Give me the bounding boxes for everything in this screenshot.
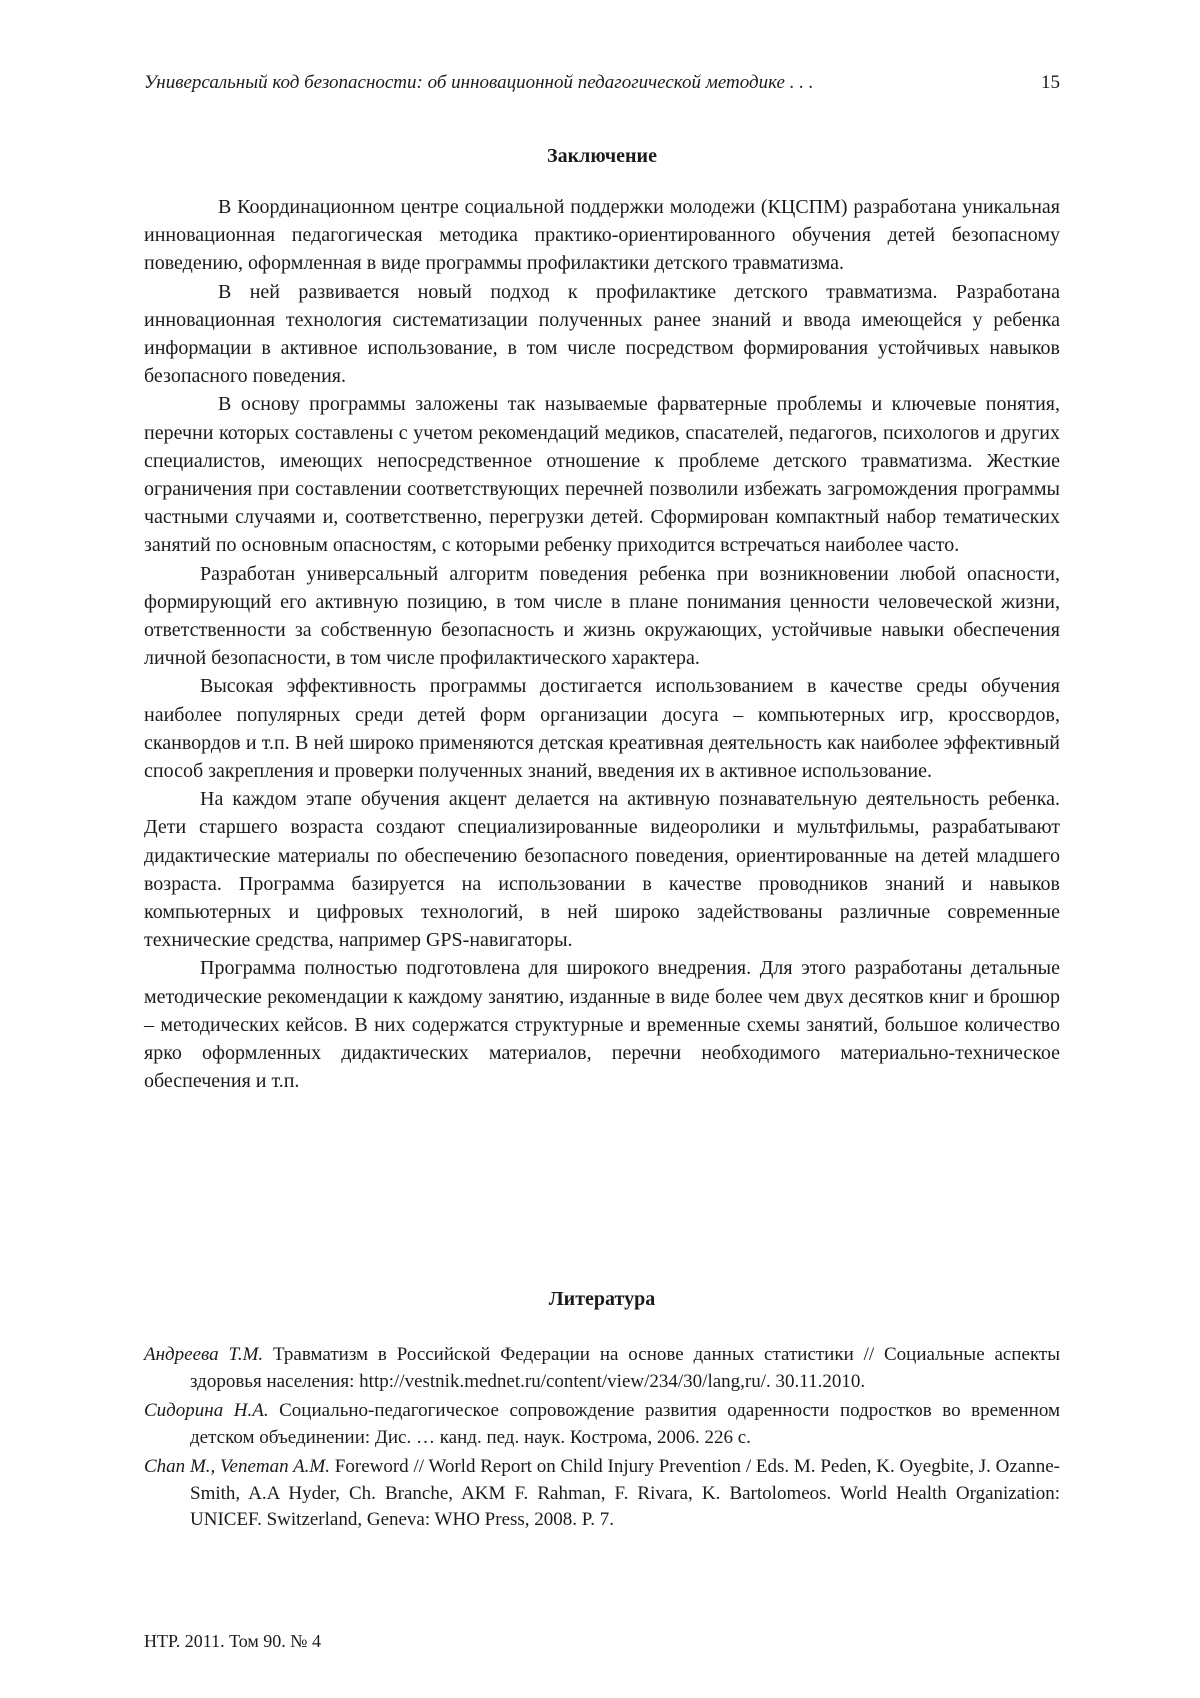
reference-item	[144, 1342, 1060, 1395]
conclusion-heading: Заключение	[547, 145, 657, 167]
footer-citation: НТР. 2011. Том 90. № 4	[144, 1631, 321, 1651]
paragraph: В основу программы заложены так называемые фарватерные проблемы и ключевые понятия, перечни которых составлены с учетом рекомендаций медиков, спасателей, педагогов, психологов и других специалистов, имеющих непосредственное отношение к проблеме детского травматизма. Жесткие ограничения при составлении соответствующих перечней позволили избежать загромождения программы частными случаями и, соответственно, перегрузки детей. Сформирован компактный набор тематических занятий по основным опасностям, с которыми ребенку приходится встречаться наиболее часто.	[144, 393, 1060, 557]
paragraph: На каждом этапе обучения акцент делается на активную познавательную деятельность ребенка. Дети старшего возраста создают специализированные видеоролики и мультфильмы, разрабатывают дидактические материалы по обеспечению безопасного поведения, ориентированные на детей младшего возраста. Программа базируется на использовании в качестве проводников знаний и навыков компьютерных и цифровых технологий, в ней широко задействованы различные современные технические средства, например GPS-навигаторы.	[144, 788, 1060, 952]
page-number: 15	[1041, 72, 1060, 93]
reference-item	[144, 1398, 1060, 1451]
reference-text: Социально-педагогическое сопровождение развития одаренности подростков во временном детском объединении: Дис. … канд. пед. наук. Кострома, 2006. 226 с.	[190, 1400, 1060, 1448]
running-header	[144, 72, 1060, 100]
reference-text: Травматизм в Российской Федерации на основе данных статистики // Социальные аспекты здоровья населения: http://vestnik.mednet.ru/content/view/234/30/lang,ru/. 30.11.2010.	[190, 1344, 1061, 1392]
paragraph: Разработан универсальный алгоритм поведения ребенка при возникновении любой опасности, формирующий его активную позицию, в том числе в плане понимания ценности человеческой жизни, ответственности за собственную безопасность и жизнь окружающих, устойчивые навыки обеспечения личной безопасности, в том числе профилактического характера.	[144, 562, 1060, 670]
references-list	[144, 1342, 1060, 1537]
paragraph: Программа полностью подготовлена для широкого внедрения. Для этого разработаны детальные методические рекомендации к каждому занятию, изданные в виде более чем двух десятков книг и брошюр – методических кейсов. В них содержатся структурные и временные схемы занятий, большое количество ярко оформленных дидактических материалов, перечни необходимого материально-техническое обеспечения и т.п.	[144, 957, 1060, 1093]
paragraph: В ней развивается новый подход к профилактике детского травматизма. Разработана инновационная технология систематизации полученных ранее знаний и ввода имеющейся у ребенка информации в активное использование, в том числе посредством формирования устойчивых навыков безопасного поведения.	[144, 280, 1060, 388]
reference-author: Сидорина Н.А.	[144, 1400, 269, 1421]
paragraph: В Координационном центре социальной поддержки молодежи (КЦСПМ) разработана уникальная инновационная педагогическая методика практико-ориентированного обучения детей безопасному поведению, оформленная в виде программы профилактики детского травматизма.	[144, 196, 1060, 275]
reference-author: Андреева Т.М.	[144, 1344, 264, 1365]
running-title: Универсальный код безопасности: об инновационной педагогической методике . . .	[144, 72, 814, 93]
references-heading: Литература	[548, 1288, 656, 1310]
reference-text: Foreword // World Report on Child Injury Prevention / Eds. M. Peden, K. Oyegbite, J. Ozanne-Smith, A.A Hyder, Ch. Branche, AKM F. Rahman, F. Rivara, K. Bartolomeos. World Health Organization: UNICEF. Switzerland, Geneva: WHO Press, 2008. P. 7.	[190, 1456, 1060, 1530]
journal-page	[144, 0, 1060, 1698]
paragraph: Высокая эффективность программы достигается использованием в качестве среды обучения наиболее популярных среди детей форм организации досуга – компьютерных игр, кроссвордов, сканвордов и т.п. В ней широко применяются детская креативная деятельность как наиболее эффективный способ закрепления и проверки полученных знаний, введения их в активное использование.	[144, 675, 1060, 783]
conclusion-body	[144, 193, 1060, 1096]
reference-author: Chan M., Veneman A.M.	[144, 1456, 331, 1477]
reference-item	[144, 1454, 1060, 1534]
